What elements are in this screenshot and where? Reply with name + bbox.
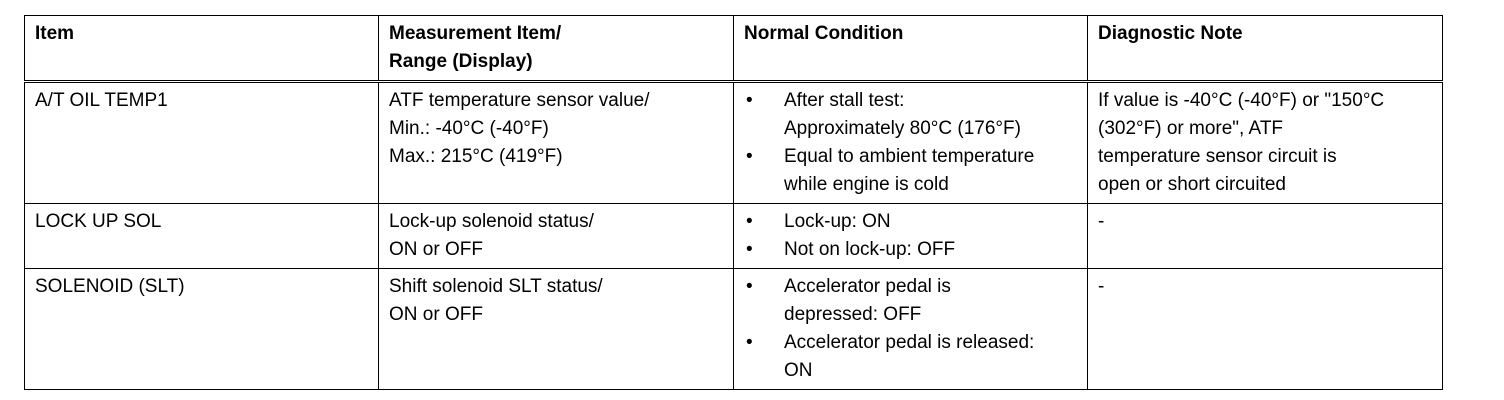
cell-item: SOLENOID (SLT) [25,269,379,390]
cell-item: A/T OIL TEMP1 [25,82,379,204]
header-measurement-line1: Measurement Item/ [389,23,562,44]
cell-measurement: ATF temperature sensor value/ Min.: -40°C (-40°F) Max.: 215°C (419°F) [379,82,734,204]
cell-diagnostic-note: If value is -40°C (-40°F) or "150°C (302°F) or more", ATF temperature sensor circuit is open or short circuited [1088,82,1443,204]
header-normal-condition: Normal Condition [734,16,1088,82]
cell-measurement: Shift solenoid SLT status/ ON or OFF [379,269,734,390]
cell-diagnostic-note: - [1088,269,1443,390]
list-item: • Equal to ambient temperature while engine is cold [744,143,1077,199]
table-row [25,269,1443,390]
cell-normal-condition [734,269,1088,390]
header-measurement [379,16,734,82]
header-measurement-line2: Range (Display) [389,51,533,72]
bullet-icon: • [746,90,753,111]
bullet-icon: • [746,332,753,353]
cell-item: LOCK UP SOL [25,204,379,269]
table-header-row [25,16,1443,82]
condition-list [744,87,1077,199]
bullet-icon: • [746,276,753,297]
table-row [25,204,1443,269]
cell-normal-condition [734,82,1088,204]
bullet-icon: • [746,211,753,232]
cell-measurement: Lock-up solenoid status/ ON or OFF [379,204,734,269]
list-item: • Lock-up: ON [744,208,1077,236]
bullet-icon: • [746,239,753,260]
cell-diagnostic-note: - [1088,204,1443,269]
table-row [25,82,1443,204]
condition-list [744,208,1077,264]
list-item: • After stall test: Approximately 80°C (176°F) [744,87,1077,143]
bullet-icon: • [746,146,753,167]
list-item: • Accelerator pedal is released: ON [744,329,1077,385]
cell-normal-condition [734,204,1088,269]
header-diagnostic-note: Diagnostic Note [1088,16,1443,82]
list-item: • Not on lock-up: OFF [744,236,1077,264]
diagnostic-data-table [24,15,1443,390]
list-item: • Accelerator pedal is depressed: OFF [744,273,1077,329]
header-item: Item [25,16,379,82]
condition-list [744,273,1077,385]
